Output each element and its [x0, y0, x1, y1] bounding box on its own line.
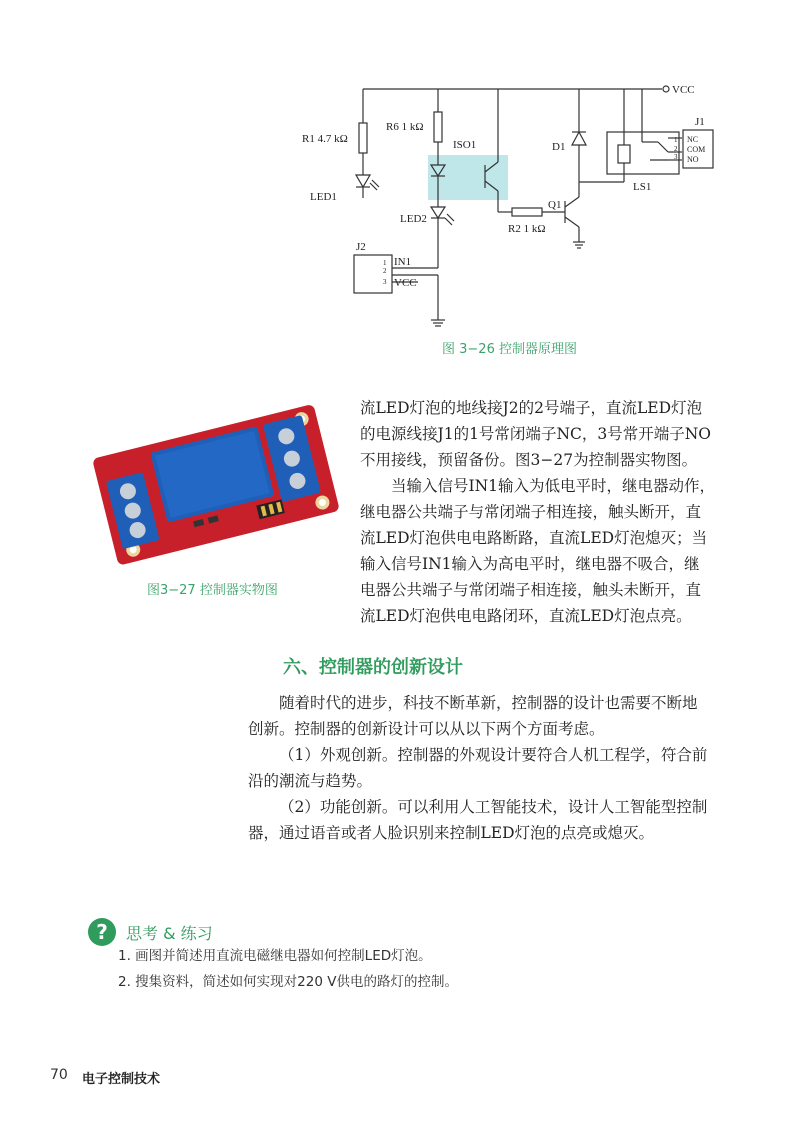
circuit-schematic — [290, 70, 750, 340]
j1-pin1: 1 — [674, 136, 678, 144]
figure-caption-3-27: 图3−27 控制器实物图 — [147, 583, 278, 598]
text-line: 输入信号IN1输入为高电平时，继电器不吸合，继 — [360, 555, 700, 573]
section-title: 六、控制器的创新设计 — [283, 657, 463, 678]
text-line: 的电源线接J1的1号常闭端子NC，3号常开端子NO — [360, 425, 711, 443]
text-line: 创新。控制器的创新设计可以从以下两个方面考虑。 — [248, 720, 605, 738]
no-label: NO — [687, 155, 699, 164]
text-line: （1）外观创新。控制器的外观设计要符合人机工程学，符合前 — [279, 746, 708, 764]
j2-pin2: 2 — [383, 267, 387, 275]
paragraph-wiring — [360, 395, 740, 473]
text-line: 流LED灯泡供电电路断路，直流LED灯泡熄灭；当 — [360, 529, 708, 547]
page-number: 70 — [50, 1067, 68, 1083]
vcc2-label: VCC — [394, 277, 417, 289]
text-line: 器，通过语音或者人脸识别来控制LED灯泡的点亮或熄灭。 — [248, 824, 655, 842]
led1-label: LED1 — [310, 191, 337, 203]
d1-label: D1 — [552, 141, 566, 153]
text-line: 不用接线，预留备份。图3−27为控制器实物图。 — [360, 451, 698, 469]
text-line: 流LED灯泡供电电路闭环，直流LED灯泡点亮。 — [360, 607, 692, 625]
figure-caption-3-26: 图 3−26 控制器原理图 — [442, 342, 577, 357]
j1-pin3: 3 — [674, 153, 678, 161]
text-line: （2）功能创新。可以利用人工智能技术，设计人工智能型控制 — [279, 798, 708, 816]
exercise-list — [118, 943, 718, 995]
exercise-item: 1. 画图并简述用直流电磁继电器如何控制LED灯泡。 — [118, 948, 432, 964]
text-line: 当输入信号IN1输入为低电平时，继电器动作， — [391, 477, 716, 495]
nc-label: NC — [687, 135, 699, 144]
text-line: 电器公共端子与常闭端子相连接，触头未断开，直 — [360, 581, 702, 599]
com-label: COM — [687, 145, 706, 154]
text-line: 沿的潮流与趋势。 — [248, 772, 373, 790]
iso1-label: ISO1 — [453, 139, 477, 151]
optocoupler-highlight — [428, 155, 508, 200]
j1-pin2: 2 — [674, 145, 678, 153]
vcc-label: VCC — [672, 84, 695, 96]
j2-pin3: 3 — [383, 278, 387, 286]
text-line: 流LED灯泡的地线接J2的2号端子，直流LED灯泡 — [360, 399, 703, 417]
text-line: 继电器公共端子与常闭端子相连接，触头断开，直 — [360, 503, 702, 521]
r1-label: R1 4.7 kΩ — [302, 133, 348, 145]
j2-pin1: 1 — [383, 259, 387, 267]
j1-label: J1 — [695, 116, 705, 128]
think-practice-title: 思考 & 练习 — [126, 924, 213, 943]
r6-label: R6 1 kΩ — [386, 121, 424, 133]
j2-label: J2 — [356, 241, 366, 253]
led2-label: LED2 — [400, 213, 427, 225]
book-title: 电子控制技术 — [82, 1072, 161, 1087]
in1-label: IN1 — [394, 256, 412, 268]
ls1-label: LS1 — [633, 181, 652, 193]
q1-label: Q1 — [548, 199, 562, 211]
text-line: 随着时代的进步，科技不断革新，控制器的设计也需要不断地 — [279, 694, 698, 712]
question-mark-icon: ? — [88, 918, 116, 946]
paragraph-innovation — [248, 690, 738, 846]
exercise-item: 2. 搜集资料，简述如何实现对220 V供电的路灯的控制。 — [118, 974, 458, 990]
relay-board-photo — [90, 400, 340, 570]
paragraph-operation — [360, 473, 740, 629]
r2-label: R2 1 kΩ — [508, 223, 546, 235]
